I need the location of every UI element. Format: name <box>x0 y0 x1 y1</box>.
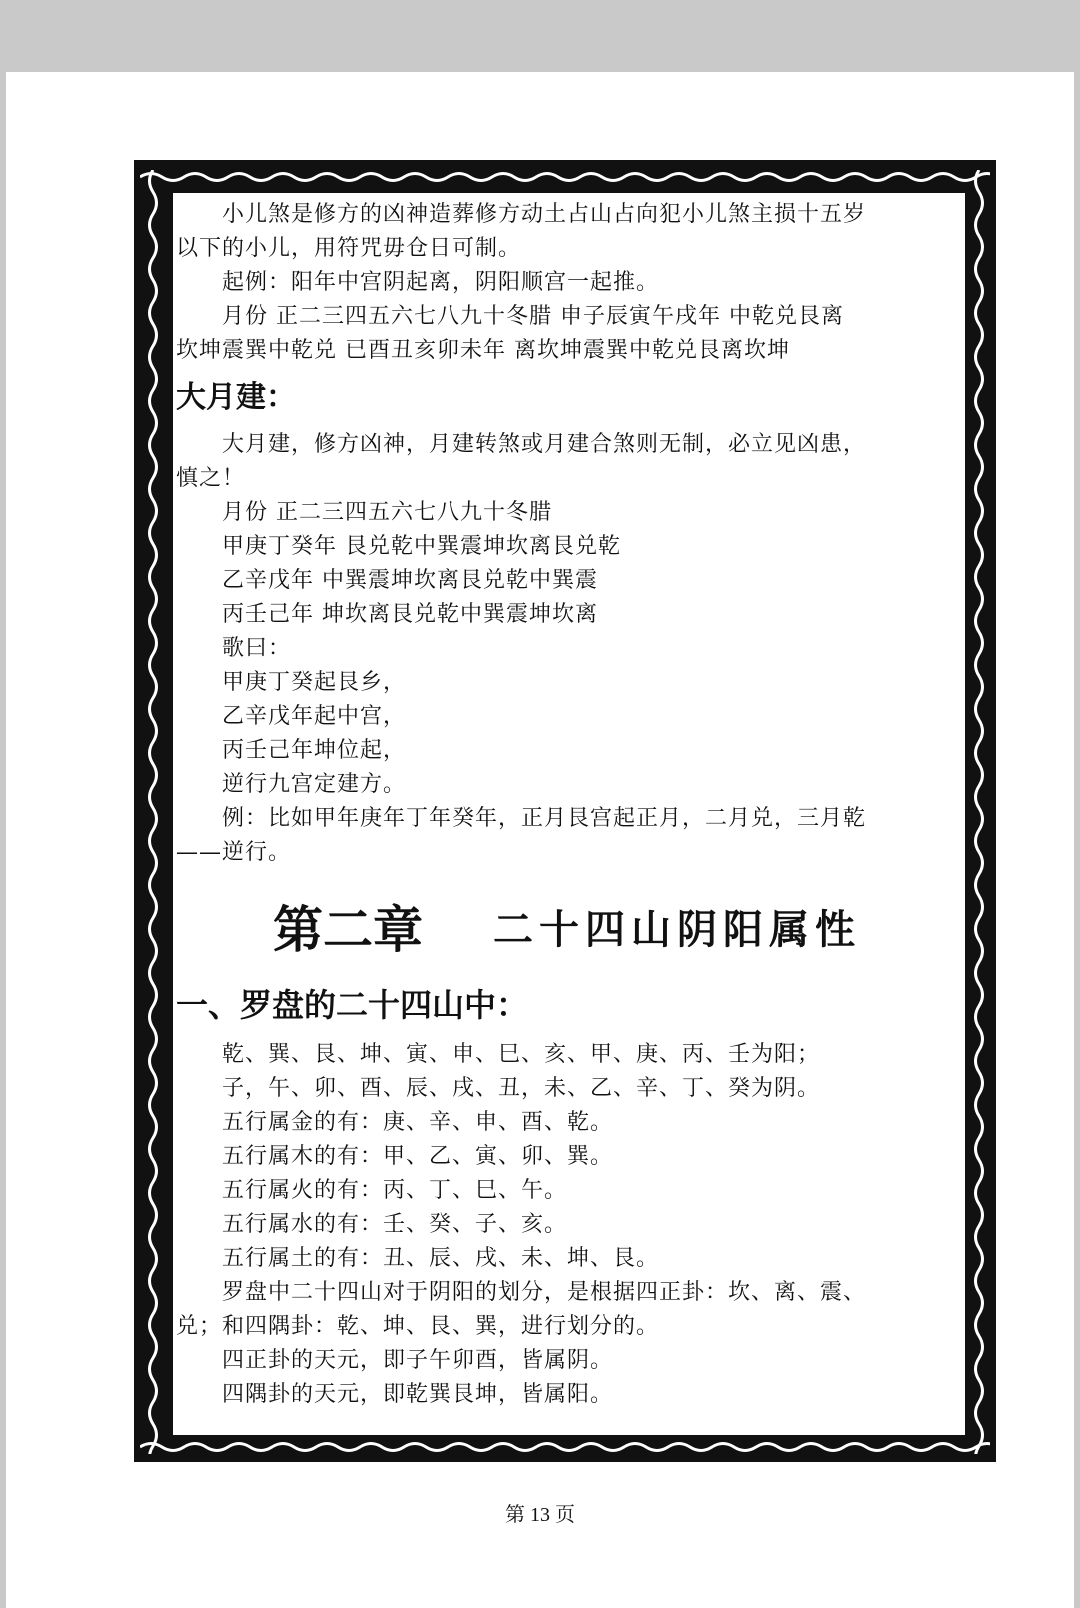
paragraph-line: 五行属木的有：甲、乙、寅、卯、巽。 <box>222 1144 614 1169</box>
paragraph-line: 子，午、卯、酉、辰、戌、丑，未、乙、辛、丁、癸为阴。 <box>222 1076 821 1101</box>
paragraph-line: 五行属金的有：庚、辛、申、酉、乾。 <box>222 1110 614 1135</box>
paragraph-line: 五行属火的有：丙、丁、巳、午。 <box>222 1178 568 1203</box>
chapter-title: 二十四山阴阳属性 <box>493 906 861 953</box>
paragraph-line: ——逆行。 <box>176 840 292 865</box>
paragraph-line: 歌曰： <box>222 636 292 661</box>
paragraph-line: 坎坤震巽中乾兑 已酉丑亥卯未年 离坎坤震巽中乾兑艮离坎坤 <box>176 338 790 363</box>
verse-line: 乙辛戊年起中宫， <box>222 704 407 729</box>
verse-line: 丙壬己年坤位起， <box>222 738 407 763</box>
paragraph-line: 兑；和四隅卦：乾、坤、艮、巽，进行划分的。 <box>176 1314 660 1339</box>
paragraph-line: 丙壬己年 坤坎离艮兑乾中巽震坤坎离 <box>222 602 598 627</box>
paragraph-line: 乾、巽、艮、坤、寅、申、巳、亥、甲、庚、丙、壬为阳； <box>222 1042 821 1067</box>
paragraph-line: 四正卦的天元，即子午卯酉，皆属阴。 <box>222 1348 614 1373</box>
chapter-heading <box>176 890 958 962</box>
paragraph-line: 以下的小儿，用符咒毋仓日可制。 <box>176 236 522 261</box>
paragraph-line: 月份 正二三四五六七八九十冬腊 申子辰寅午戌年 中乾兑艮离 <box>222 304 844 329</box>
paragraph-line: 慎之！ <box>176 466 246 491</box>
page-number: 第 13 页 <box>505 1504 575 1526</box>
paragraph-line: 小儿煞是修方的凶神造葬修方动土占山占向犯小儿煞主损十五岁 <box>222 202 867 227</box>
border-wave-left <box>142 170 164 1454</box>
paragraph-line: 四隅卦的天元，即乾巽艮坤，皆属阳。 <box>222 1382 614 1407</box>
paragraph-line: 大月建，修方凶神，月建转煞或月建合煞则无制，必立见凶患， <box>222 432 867 457</box>
border-wave-top <box>140 166 990 188</box>
verse-line: 甲庚丁癸起艮乡， <box>222 670 407 695</box>
page-content <box>176 198 958 1412</box>
paragraph-line: 甲庚丁癸年 艮兑乾中巽震坤坎离艮兑乾 <box>222 534 621 559</box>
paragraph-line: 起例：阳年中宫阴起离，阴阳顺宫一起推。 <box>222 270 660 295</box>
border-wave-right <box>968 170 990 1454</box>
paragraph-line: 乙辛戊年 中巽震坤坎离艮兑乾中巽震 <box>222 568 598 593</box>
paragraph-line: 五行属土的有：丑、辰、戌、未、坤、艮。 <box>222 1246 660 1271</box>
border-wave-bottom <box>140 1436 990 1458</box>
paragraph-line: 罗盘中二十四山对于阴阳的划分，是根据四正卦：坎、离、震、 <box>222 1280 867 1305</box>
verse-line: 逆行九宫定建方。 <box>222 772 407 797</box>
paragraph-line: 月份 正二三四五六七八九十冬腊 <box>222 500 552 525</box>
paragraph-line: 例：比如甲年庚年丁年癸年，正月艮宫起正月，二月兑，三月乾 <box>222 806 867 831</box>
paragraph-line: 五行属水的有：壬、癸、子、亥。 <box>222 1212 568 1237</box>
section-heading: 大月建： <box>176 380 296 415</box>
chapter-number: 第二章 <box>273 900 423 959</box>
section-heading: 一、罗盘的二十四山中： <box>176 986 529 1024</box>
